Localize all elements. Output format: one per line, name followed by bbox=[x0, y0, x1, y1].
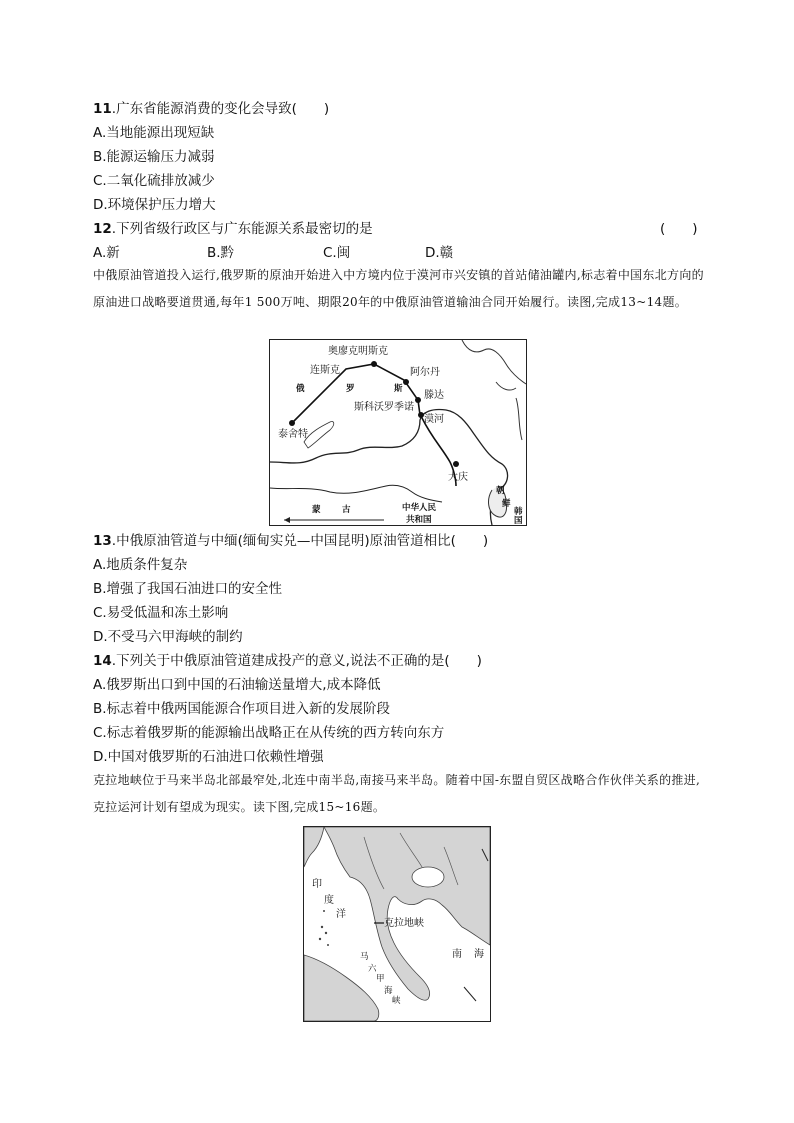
label-aerdan: 阿尔丹 bbox=[410, 367, 440, 378]
city-dot-taishete bbox=[289, 420, 295, 426]
label-mohe: 漠河 bbox=[424, 414, 444, 425]
label-luo: 罗 bbox=[346, 384, 355, 394]
question-12-stem bbox=[93, 219, 373, 239]
city-dot-daqing bbox=[453, 461, 459, 467]
label-kela: 克拉地峡 bbox=[384, 918, 424, 929]
label-hai: 海 bbox=[474, 949, 484, 960]
q12-option-a: A.新 bbox=[93, 245, 120, 261]
label-skwl: 斯科沃罗季诺 bbox=[354, 402, 414, 413]
q11-option-b: B.能源运输压力减弱 bbox=[93, 149, 215, 165]
label-meng: 蒙 bbox=[312, 505, 321, 515]
q13-option-c: C.易受低温和冻土影响 bbox=[93, 605, 229, 621]
label-aomu: 奥廖克明斯克 bbox=[328, 346, 388, 357]
label-han: 韩 bbox=[514, 507, 523, 517]
label-du: 度 bbox=[324, 895, 334, 906]
q13-option-d: D.不受马六甲海峡的制约 bbox=[93, 629, 243, 645]
label-gu: 古 bbox=[342, 505, 351, 515]
q13-option-b: B.增强了我国石油进口的安全性 bbox=[93, 581, 283, 597]
question-number: 14 bbox=[93, 653, 112, 669]
label-nan: 南 bbox=[452, 949, 462, 960]
passage-kra: 克拉地峡位于马来半岛北部最窄处,北连中南半岛,南接马来半岛。随着中国-东盟自贸区战略合作伙伴关系的推进,克拉运河计划有望成为现实。读下图,完成15~16题。 bbox=[93, 773, 701, 814]
label-hai2: 海 bbox=[384, 986, 393, 996]
city-dot-tengda bbox=[415, 397, 421, 403]
question-11-stem bbox=[93, 99, 329, 119]
city-dot-aerdan bbox=[403, 379, 409, 385]
q14-option-c: C.标志着俄罗斯的能源输出战略正在从传统的西方转向东方 bbox=[93, 725, 445, 741]
label-jia: 甲 bbox=[376, 974, 385, 984]
label-lians: 连斯克 bbox=[310, 365, 340, 376]
label-yin: 印 bbox=[312, 879, 322, 890]
label-ma: 马 bbox=[360, 952, 369, 962]
q12-option-c: C.闽 bbox=[323, 245, 351, 261]
label-chao: 朝 bbox=[496, 486, 505, 496]
label-prc1: 中华人民 bbox=[402, 503, 437, 513]
question-14-stem bbox=[93, 651, 482, 671]
question-13-stem bbox=[93, 531, 488, 551]
label-daqing: 大庆 bbox=[448, 472, 468, 483]
question-number: 13 bbox=[93, 533, 112, 549]
q11-option-c: C.二氧化硫排放减少 bbox=[93, 173, 215, 189]
label-tengda: 滕达 bbox=[424, 390, 444, 401]
label-guo: 国 bbox=[514, 516, 523, 525]
answer-paren: ( ) bbox=[660, 221, 698, 237]
question-number: 11 bbox=[93, 101, 112, 117]
label-e: 俄 bbox=[296, 384, 305, 394]
question-text: .下列省级行政区与广东能源关系最密切的是 bbox=[111, 221, 373, 237]
q12-option-d: D.赣 bbox=[425, 245, 454, 261]
question-text: .广东省能源消费的变化会导致( ) bbox=[111, 101, 330, 117]
label-si: 斯 bbox=[394, 384, 403, 394]
q11-option-a: A.当地能源出现短缺 bbox=[93, 125, 215, 141]
q12-option-b: B.黔 bbox=[207, 245, 235, 261]
q13-option-a: A.地质条件复杂 bbox=[93, 557, 188, 573]
label-xia: 峡 bbox=[392, 996, 401, 1006]
label-taishete: 泰舍特 bbox=[278, 429, 308, 440]
question-text: .下列关于中俄原油管道建成投产的意义,说法不正确的是( ) bbox=[111, 653, 482, 669]
pipeline-map bbox=[269, 339, 527, 526]
passage-pipeline: 中俄原油管道投入运行,俄罗斯的原油开始进入中方境内位于漠河市兴安镇的首站储油罐内,标志着中国东北方向的原油进口战略要道贯通,每年1 500万吨、期限20年的中俄原油管道输油合同开始履行。读图,完成13~14题。 bbox=[93, 268, 704, 309]
question-text: .中俄原油管道与中缅(缅甸实兑—中国昆明)原油管道相比( ) bbox=[111, 533, 489, 549]
q14-option-b: B.标志着中俄两国能源合作项目进入新的发展阶段 bbox=[93, 701, 391, 717]
label-prc2: 共和国 bbox=[406, 515, 432, 525]
kra-map bbox=[303, 826, 491, 1022]
q14-option-a: A.俄罗斯出口到中国的石油输送量增大,成本降低 bbox=[93, 677, 381, 693]
label-yang: 洋 bbox=[336, 909, 346, 920]
label-liu: 六 bbox=[368, 964, 377, 974]
city-dot-aomu bbox=[371, 361, 377, 367]
question-number: 12 bbox=[93, 221, 112, 237]
label-xian: 鲜 bbox=[502, 499, 511, 509]
q14-option-d: D.中国对俄罗斯的石油进口依赖性增强 bbox=[93, 749, 324, 765]
q11-option-d: D.环境保护压力增大 bbox=[93, 197, 216, 213]
